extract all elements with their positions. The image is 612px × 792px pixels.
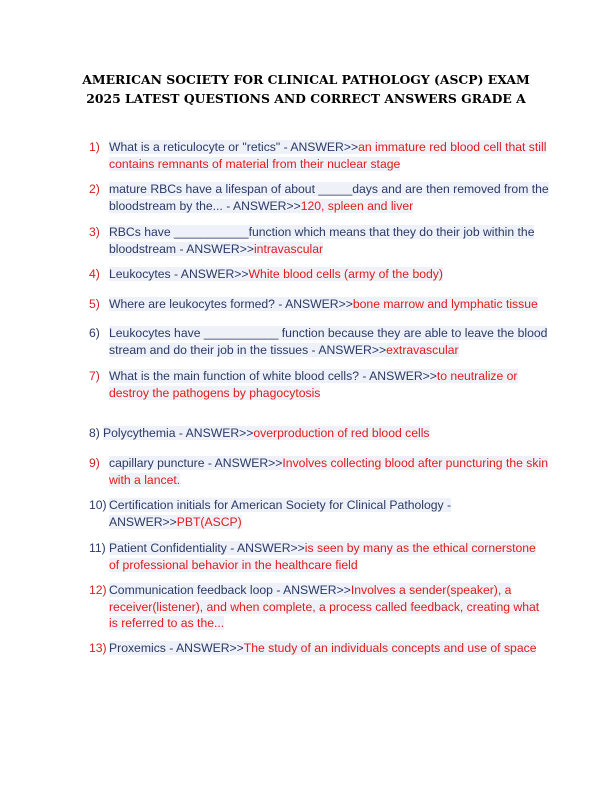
question-text: Certification initials for American Society for Clinical Pathology - ANSWER>> (109, 498, 452, 529)
question-text: What is a reticulocyte or "retics" - ANSWER>> (109, 140, 359, 154)
answer-text: bone marrow and lymphatic tissue (352, 297, 538, 311)
item-number: 9) (89, 456, 100, 470)
answer-text: is seen by many as the ethical cornerstone of professional behavior in the healthcare field (109, 541, 536, 572)
item-number: 7) (89, 369, 100, 383)
item-number: 12) (89, 583, 107, 597)
answer-text: PBT(ASCP) (176, 514, 242, 529)
item-number: 3) (89, 225, 100, 239)
document-title-line-2: 2025 LATEST QUESTIONS AND CORRECT ANSWERS GRADE A (86, 91, 526, 106)
answer-text: an immature red blood cell that still contains remnants of material from their nuclear stage (109, 140, 547, 171)
document-title-line-1: AMERICAN SOCIETY FOR CLINICAL PATHOLOGY (ASCP) EXAM (82, 72, 530, 87)
answer-text: to neutralize or destroy the pathogens by phagocytosis (109, 369, 518, 400)
item-number: 6) (89, 326, 100, 340)
answer-text: 120, spleen and liver (300, 198, 414, 213)
question-text: Patient Confidentiality - ANSWER>> (109, 541, 305, 555)
answer-text: extravascular (386, 342, 459, 357)
answer-text: Involves collecting blood after puncturing the skin with a lancet. (109, 456, 548, 487)
question-text: Leukocytes - ANSWER>> (109, 267, 249, 281)
answer-text: intravascular (253, 241, 324, 256)
question-text: RBCs have ___________function which means that they do their job within the bloodstream - ANSWER>> (109, 225, 535, 256)
question-text: Polycythemia - ANSWER>> (103, 426, 254, 440)
item-number: 1) (89, 140, 100, 154)
item-number: 10) (89, 498, 107, 512)
question-text: Communication feedback loop - ANSWER>> (109, 583, 351, 597)
item-number: 2) (89, 182, 100, 196)
item-number: 11) (89, 541, 106, 555)
question-text: capillary puncture - ANSWER>> (109, 456, 283, 470)
item-number: 8) (89, 426, 100, 440)
answer-text: The study of an individuals concepts and use of space (243, 641, 537, 655)
answer-text: Involves a sender(speaker), a receiver(listener), and when complete, a process called feedback, creating what is referred to as the... (109, 583, 540, 630)
item-number: 4) (89, 267, 100, 281)
question-text: Where are leukocytes formed? - ANSWER>> (109, 297, 353, 311)
question-text: Proxemics - ANSWER>> (109, 641, 244, 655)
answer-text: overproduction of red blood cells (253, 426, 430, 440)
item-number: 5) (89, 297, 100, 311)
answer-text: White blood cells (army of the body) (248, 267, 443, 281)
question-text: Leukocytes have ___________ function because they are able to leave the blood stream and do their job in the tissues - ANSWER>> (109, 326, 548, 357)
item-number: 13) (89, 641, 107, 655)
question-text: What is the main function of white blood cells? - ANSWER>> (109, 369, 437, 383)
question-text: mature RBCs have a lifespan of about _____days and are then removed from the bloodstream by the... - ANSWER>> (109, 182, 549, 213)
